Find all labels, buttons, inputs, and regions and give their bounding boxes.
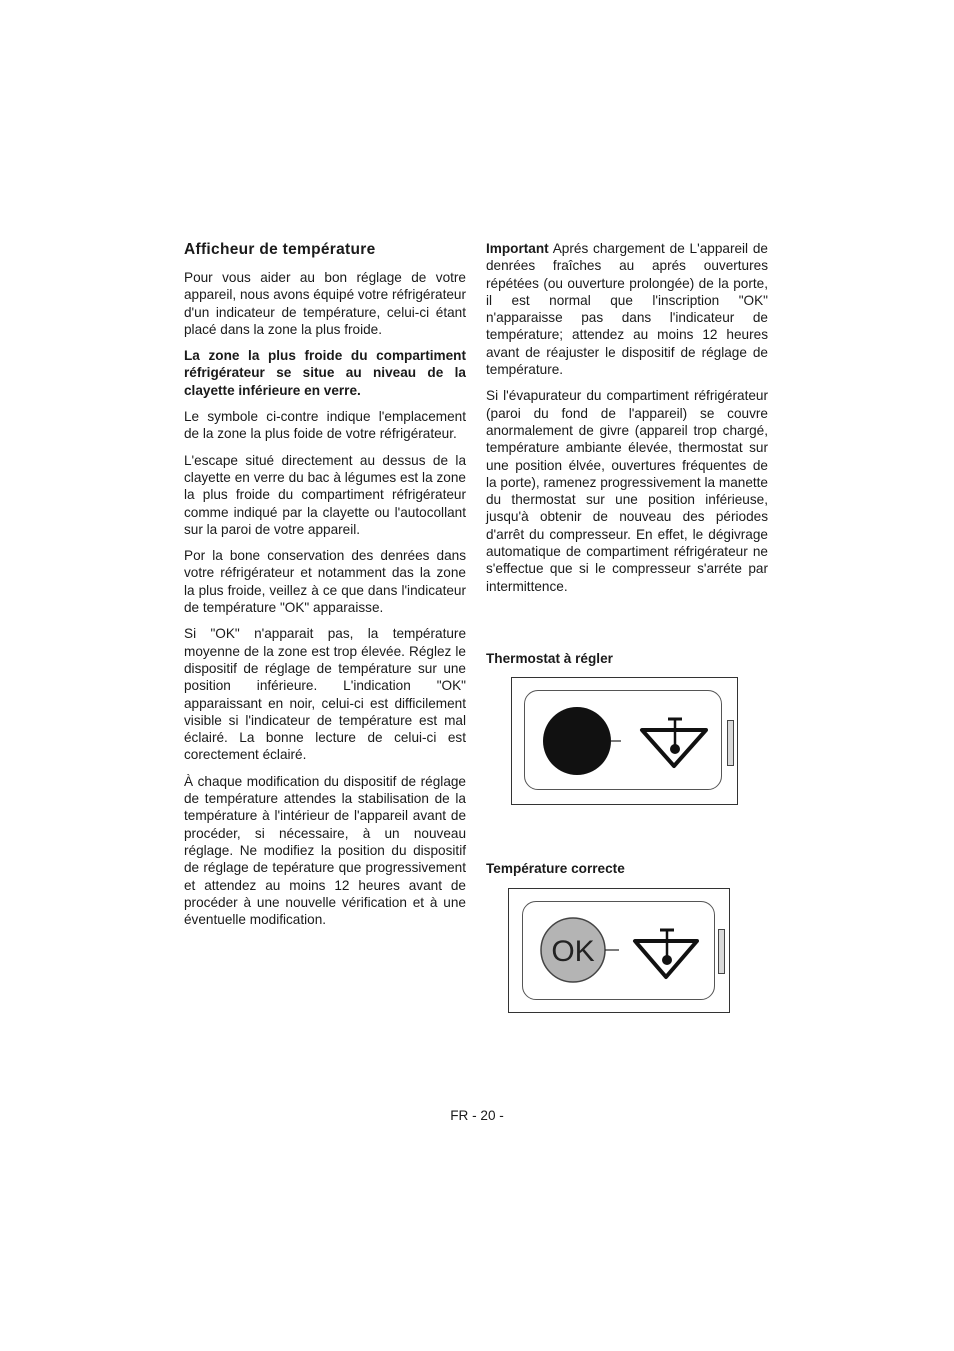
cold-zone-icon <box>635 930 697 977</box>
correct-temperature-caption: Température correcte <box>486 861 625 876</box>
thermostat-indicator-graphic <box>512 678 737 804</box>
paragraph-coldest-zone: La zone la plus froide du compartiment réfrigérateur se situe au niveau de la clayette inférieure en verre. <box>184 348 466 398</box>
important-text: Aprés chargement de L'appareil de denrées fraîches au aprés ouvertures répétées (ou ouverture prolongée) de la porte, il est normal que l'inscription "OK" n'apparaisse pas dans l'indicateur de température; attendez au moins 12 heures avant de réajuster le dispositif de réglage de température. <box>486 241 768 378</box>
thermostat-indicator-panel <box>511 677 738 805</box>
paragraph-modification: À chaque modification du dispositif de réglage de température attendes la stabilisation de la température à l'intérieur de l'appareil avant de procéder, si nécessaire, à un nouveau réglage. Ne modifiez la position du dispositif de réglage de tepérature que progressivement et attendez au moins 12 heures avant de procéder à une nouvelle vérification et à une éventuelle modification. <box>184 773 466 928</box>
important-label: Important <box>486 241 549 256</box>
ok-indicator-label: OK <box>551 935 595 968</box>
paragraph-intro: Pour vous aider au bon réglage de votre appareil, nous avons équipé votre réfrigérateur d'un indicateur de température, celui-ci étant placé dans la zone la plus froide. <box>184 270 466 337</box>
paragraph-evaporator: Si l'évapurateur du compartiment réfrigérateur (paroi du fond de l'appareil) se couvre anormalement de givre (appareil trop chargé, température ambiante élevée, thermostat sur une position élvée, ouvertures fréquentes de la porte), ramenez progressivement la manette du thermostat sur une position inférieuse, jusqu'à obtenir de nouveau des périodes d'arrêt du compresseur. En effet, le dégivrage automatique de compartiment réfrigérateur ne s'effectue que si le compresseur s'arréte par intermittence. <box>486 388 768 594</box>
paragraph-symbol: Le symbole ci-contre indique l'emplacement de la zone la plus foide de votre réfrigérateur. <box>184 409 466 442</box>
correct-indicator-graphic <box>509 889 729 1012</box>
cold-zone-icon <box>642 719 706 766</box>
correct-indicator-panel <box>508 888 730 1013</box>
thermostat-caption: Thermostat à régler <box>486 651 613 666</box>
paragraph-space: L'escape situé directement au dessus de la clayette en verre du bac à légumes est la zone la plus froide du compartiment réfrigérateur comme indiqué par la clayette ou l'autocollant sur la paroi de votre appareil. <box>184 452 466 537</box>
paragraph-conservation: Por la bone conservation des denrées dans votre réfrigérateur et notamment das la zone la plus froide, veillez à ce que dans l'indicateur de température "OK" apparaisse. <box>184 548 466 616</box>
right-column <box>486 240 768 604</box>
paragraph-ok-missing: Si "OK" n'apparait pas, la température moyenne de la zone est trop élevée. Réglez le dispositif de réglage de température sur une position inférieure. L'indication "OK" apparaissant en noir, celui-ci est difficilement visible si l'indicateur de température est mal éclairé. La bonne lecture de celui-ci est corectement éclairé. <box>184 626 466 763</box>
page-number: FR - 20 - <box>450 1108 504 1123</box>
paragraph-important <box>486 240 768 378</box>
black-indicator-dot <box>543 707 611 775</box>
left-column <box>184 240 466 937</box>
section-heading: Afficheur de température <box>184 241 376 258</box>
